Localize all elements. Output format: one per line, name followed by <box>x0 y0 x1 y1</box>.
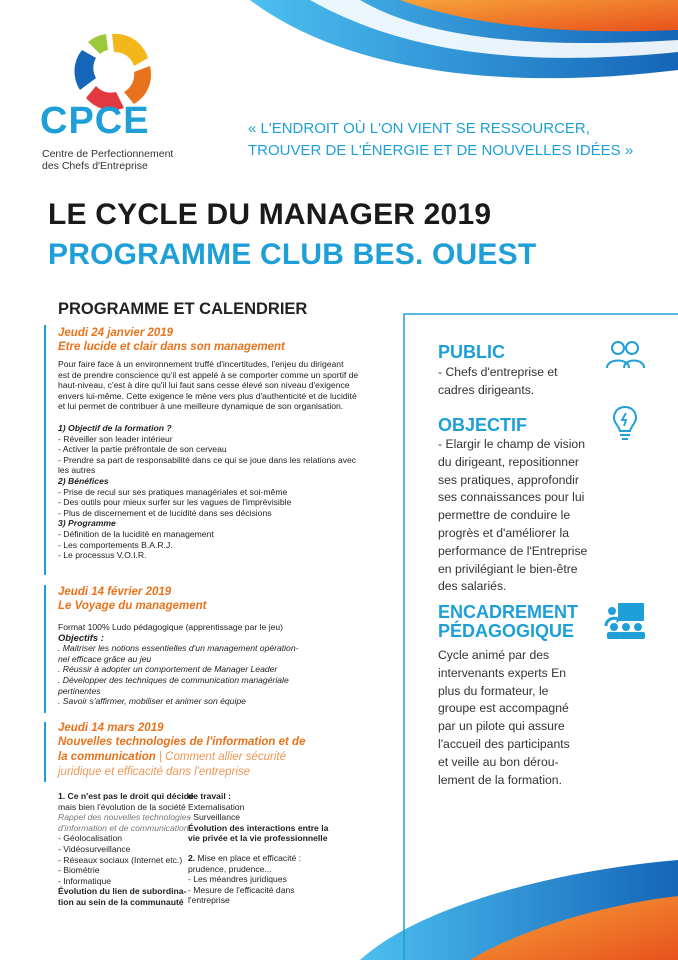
encadrement-text-line: intervenants experts En <box>438 665 567 680</box>
public-text <box>438 364 638 400</box>
logo-subtitle-line2: des Chefs d'Entreprise <box>42 160 148 172</box>
objectif-text-line: progrès et d'améliorer la <box>438 525 570 540</box>
event3-col2-bold-line1: Évolution des interactions entre la <box>188 822 329 833</box>
event3-col2-item: - Mesure de l'efficacité dans <box>188 884 295 895</box>
tagline-line2: TROUVER DE L'ÉNERGIE ET DE NOUVELLES IDÉES » <box>248 142 634 159</box>
event3-col1-note-line2: d'information et de communication <box>58 822 189 833</box>
event1-intro-line: envers lui-même. Cette exigence le mène vers plus d'authenticité et de lucidité <box>58 390 357 401</box>
cpce-logo <box>40 22 210 182</box>
objectif-text-line: ses connaissances pour lui <box>438 490 585 505</box>
event3-col2-heading3-num: 2. <box>188 852 196 863</box>
event2-subtitle: Le Voyage du management <box>58 600 207 612</box>
event1-obj-heading: 1) Objectif de la formation ? <box>58 422 172 433</box>
objectif-text-line: du dirigeant, repositionner <box>438 454 579 469</box>
event2 <box>58 586 388 707</box>
encadrement-text-line: par un pilote qui assure <box>438 719 565 734</box>
event3-bar <box>44 722 46 782</box>
public-text-line1: - Chefs d'entreprise et <box>438 365 558 379</box>
event1-prog-item: - Définition de la lucidité en management <box>58 528 214 539</box>
event3-col1-heading-line1: Ce n'est pas le droit qui décide <box>65 791 194 801</box>
event1-details <box>58 423 388 561</box>
event1-obj-item: - Prendre sa part de responsabilité dans ce qui se joue dans les relations avec <box>58 454 357 465</box>
event3-subtitle-sep: | <box>155 751 166 763</box>
event3-col1-item: - Biométrie <box>58 865 100 876</box>
event3-subtitle-light1: Comment allier sécurité <box>165 751 286 763</box>
event2-obj-item: pertinentes <box>58 685 101 696</box>
tagline <box>248 118 648 162</box>
event2-obj-item: . Développer des techniques de communication managériale <box>58 674 289 685</box>
event1-prog-item: - Les comportements B.A.R.J. <box>58 539 173 550</box>
objectif-text <box>438 436 638 596</box>
event3-col2-heading1: de travail : <box>188 791 231 801</box>
public-heading: PUBLIC <box>438 342 505 362</box>
event3-col2-bold-line2: vie privée et la vie professionnelle <box>188 833 328 844</box>
event3-col2-heading2: Externalisation <box>188 801 245 812</box>
event2-obj-item: nel efficace grâce au jeu <box>58 653 152 664</box>
encadrement-text-line: lement de la formation. <box>438 772 562 787</box>
event1-obj-item: - Activer la partie préfrontale de son cerveau <box>58 444 227 455</box>
objectif-text-line: en privilégiant le bien-être <box>438 561 578 576</box>
event1-intro <box>58 359 388 412</box>
logo-subtitle <box>42 148 173 172</box>
event1 <box>58 327 388 561</box>
event3-date: Jeudi 14 mars 2019 <box>58 722 164 734</box>
event3-col2-item: prudence, prudence... <box>188 863 272 874</box>
event3-col1 <box>58 791 196 908</box>
event3-col2 <box>188 791 348 906</box>
event1-bar <box>44 325 46 575</box>
event2-bar <box>44 585 46 713</box>
event3-col2-heading3 <box>188 853 348 864</box>
public-text-line2: cadres dirigeants. <box>438 382 535 397</box>
event3 <box>58 722 388 780</box>
event1-prog-heading: 3) Programme <box>58 518 116 529</box>
objectif-text-line: ses pratiques, approfondir <box>438 472 579 487</box>
logo-subtitle-line1: Centre de Perfectionnement <box>42 148 174 160</box>
main-title: LE CYCLE DU MANAGER 2019 <box>48 198 492 231</box>
encadrement-text-line: et veille au bon dérou- <box>438 754 559 769</box>
event3-subtitle-line2: la communication <box>58 751 156 763</box>
event2-obj-item: . Maitriser les notions essentielles d'un management opération- <box>58 643 299 654</box>
encadrement-text-line: groupe est accompagné <box>438 701 569 716</box>
event1-intro-line: est de prendre conscience qu'il est appelé à se comporter comme un sportif de <box>58 369 359 380</box>
teaching-icon <box>604 602 646 640</box>
event2-date: Jeudi 14 février 2019 <box>58 586 172 598</box>
event2-obj-heading: Objectifs : <box>58 631 104 643</box>
event3-col2-item: - Les méandres juridiques <box>188 874 287 885</box>
event1-intro-line: haut-niveau, c'est à dire qu'il lui faut sans cesse élevé son niveau d'exigence <box>58 380 350 391</box>
event1-intro-line: Pour faire face à un environnement truffé d'incertitudes, l'enjeu du dirigeant <box>58 359 344 369</box>
event2-obj-item: . Réussir à adopter un comportement de Manager Leader <box>58 664 278 675</box>
event3-subtitle-line2-wrap <box>58 750 388 765</box>
encadrement-text-line: l'accueil des participants <box>438 736 570 751</box>
event3-col1-heading-line2: mais bien l'évolution de la société <box>58 801 186 812</box>
objectif-heading: OBJECTIF <box>438 415 528 435</box>
event3-col2-heading3-text: Mise en place et efficacité : <box>195 852 302 863</box>
event3-subtitle <box>58 735 388 780</box>
event3-col1-item: - Informatique <box>58 875 112 886</box>
objectif-text-line: performance de l'Entreprise <box>438 543 588 558</box>
event3-col1-bold-line1: Évolution du lien de subordina- <box>58 886 187 897</box>
main-subtitle: PROGRAMME CLUB BES. OUEST <box>48 238 537 271</box>
event3-col2-item: l'entreprise <box>188 895 230 906</box>
event3-col1-note-line1: Rappel des nouvelles technologies <box>58 812 191 823</box>
objectif-text-line: - Elargir le champ de vision <box>438 437 585 451</box>
event1-ben-heading: 2) Bénéfices <box>58 475 109 486</box>
encadrement-heading-line1: ENCADREMENT <box>438 602 579 622</box>
event3-col1-heading-num: 1. <box>58 791 66 801</box>
event1-date: Jeudi 24 janvier 2019 <box>58 327 174 339</box>
event3-col1-heading <box>58 791 196 802</box>
encadrement-heading-line2: PÉDAGOGIQUE <box>438 621 575 641</box>
event3-col1-item: - Géolocalisation <box>58 833 123 844</box>
objectif-text-line: permettre de conduire le <box>438 508 571 523</box>
encadrement-heading <box>438 603 578 641</box>
event2-format: Format 100% Ludo pédagogique (apprentissage par le jeu) <box>58 622 284 632</box>
event1-prog-item: - Le processus V.O.I.R. <box>58 550 147 561</box>
tagline-line1: « L'ENDROIT OÙ L'ON VIENT SE RESSOURCER, <box>248 120 590 137</box>
objectif-text-line: des salariés. <box>438 579 507 594</box>
event1-ben-item: - Prise de recul sur ses pratiques managériales et soi-même <box>58 486 288 497</box>
event1-subtitle: Etre lucide et clair dans son management <box>58 341 285 353</box>
event1-obj-item: les autres <box>58 465 96 476</box>
event3-col1-bold-line2: tion au sein de la communauté <box>58 896 184 907</box>
event3-col1-item: - Réseaux sociaux (Internet etc.) <box>58 854 183 865</box>
event2-obj-item: . Savoir s'affirmer, mobiliser et animer son équipe <box>58 696 246 707</box>
event1-ben-item: - Des outils pour mieux surfer sur les vagues de l'imprévisible <box>58 497 292 508</box>
logo-acronym: CPCE <box>40 100 150 142</box>
event3-col2-item: - Surveillance <box>188 812 241 823</box>
event1-ben-item: - Plus de discernement et de lucidité dans ses décisions <box>58 507 272 518</box>
event3-subtitle-light2: juridique et efficacité dans l'entreprise <box>58 766 251 778</box>
programme-heading: PROGRAMME ET CALENDRIER <box>58 300 308 318</box>
event1-obj-item: - Réveiller son leader intérieur <box>58 433 173 444</box>
event2-details <box>58 622 388 707</box>
encadrement-text-line: plus du formateur, le <box>438 683 549 698</box>
encadrement-text <box>438 647 638 789</box>
event3-subtitle-line1: Nouvelles technologies de l'information et de <box>58 736 306 748</box>
event1-intro-line: et lui permet de contribuer à une meilleure dynamique de son organisation. <box>58 401 344 412</box>
encadrement-text-line: Cycle animé par des <box>438 648 550 662</box>
event3-col1-item: - Vidéosurveillance <box>58 843 131 854</box>
